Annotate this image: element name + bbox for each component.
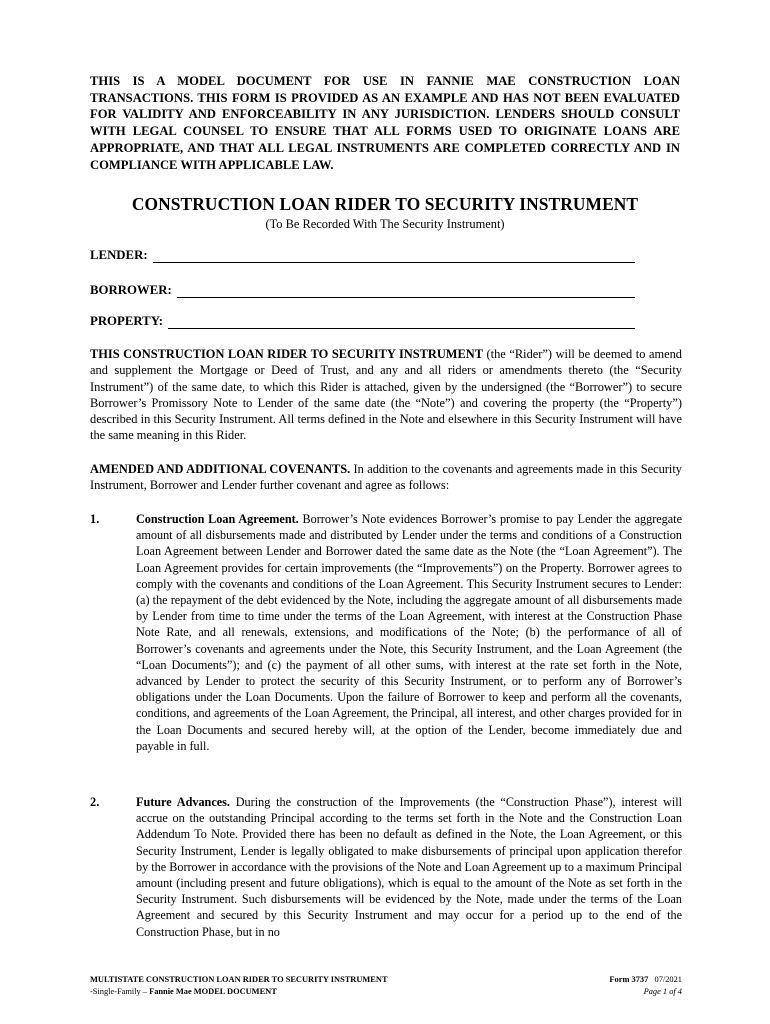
lender-input-line[interactable]: [153, 248, 635, 263]
borrower-label: BORROWER:: [90, 283, 172, 297]
lender-label: LENDER:: [90, 248, 148, 262]
property-field[interactable]: [90, 314, 635, 329]
footer-page-line: [560, 986, 682, 998]
footer-form-line: [560, 974, 682, 986]
section-2: [90, 794, 682, 940]
footer-right: [560, 974, 682, 998]
footer-subtitle: [90, 986, 388, 998]
intro-text: (the “Rider”) will be deemed to amend and supplement the Mortgage or Deed of Trust, and any and all riders or amendments thereto (the “Security Instrument”) of the same date, to which this Rider is attached, given by the undersigned (the “Borrower”) to secure Borrower’s Promissory Note to Lender of the same date (the “Note”) and covering the property (the “Property”) described in this Security Instrument. All terms defined in the Note and elsewhere in this Security Instrument will have the same meaning in this Rider.: [90, 347, 682, 443]
section-text: Borrower’s Note evidences Borrower’s promise to pay Lender the aggregate amount of all disbursements made and distributed by Lender under the terms and conditions of a Construction Loan Agreement between Lender and Borrower dated the same date as the Note (the “Loan Agreement”). The Loan Agreement provides for certain improvements (the “Improvements”) on the Property. Borrower agrees to comply with the covenants and conditions of the Loan Agreement. This Security Instrument secures to Lender: (a) the repayment of the debt evidenced by the Note, including the aggregate amount of all disbursements made by Lender from time to time under the terms of the Loan Agreement, with interest at the Construction Phase Note Rate, and all renewals, extensions, and modifications of the Note; (b) the performance of all of Borrower’s covenants and agreements under the Note, this Security Instrument, and the Loan Agreement (the “Loan Documents”); and (c) the payment of all other sums, with interest at the rate set forth in the Note, advanced by Lender to protect the security of this Security Instrument, or to perform any of Borrower’s obligations under the Loan Documents. Upon the failure of Borrower to keep and perform all the covenants, conditions, and agreements of the Loan Agreement, the Principal, all interest, and other charges provided for in the Loan Documents and secured hereby will, at the option of the Lender, become immediately due and payable in full.: [136, 512, 682, 753]
page-number: Page 1 of 4: [643, 987, 682, 996]
section-1: [90, 511, 682, 754]
document-title: CONSTRUCTION LOAN RIDER TO SECURITY INSTRUMENT: [131, 194, 639, 214]
section-body: [136, 511, 682, 754]
form-date: 07/2021: [654, 975, 682, 984]
section-text: During the construction of the Improvements (the “Construction Phase”), interest will accrue on the outstanding Principal according to the terms set forth in the Note and the Construction Loan Addendum To Note. Provided there has been no default as defined in the Note, the Loan Agreement, or this Security Instrument, Lender is legally obligated to make disbursements of principal upon application therefor by the Borrower in accordance with the provisions of the Note and Loan Agreement up to a maximum Principal amount (including present and future obligations), which is equal to the amount of the Note as set forth in the Security Instrument. Such disbursements will be evidenced by the Note, made under the terms of the Loan Agreement and secured by this Security Instrument and may occur for a period up to the end of the Construction Phase, but in no: [136, 795, 682, 939]
section-heading: Future Advances.: [136, 795, 230, 809]
section-body: [136, 794, 682, 940]
intro-paragraph: [90, 346, 682, 444]
property-input-line[interactable]: [168, 314, 635, 329]
footer-left: [90, 974, 388, 998]
property-label: PROPERTY:: [90, 314, 164, 328]
form-number: Form 3737: [609, 975, 649, 984]
borrower-field[interactable]: [90, 283, 635, 298]
section-number: 2.: [90, 795, 100, 809]
amended-lead: AMENDED AND ADDITIONAL COVENANTS.: [90, 462, 351, 476]
intro-lead: THIS CONSTRUCTION LOAN RIDER TO SECURITY INSTRUMENT: [90, 347, 483, 361]
amended-text: In addition to the covenants and agreements made in this Security Instrument, Borrower and Lender further covenant and agree as follows:: [90, 462, 682, 493]
section-heading: Construction Loan Agreement.: [136, 512, 299, 526]
footer-subtitle-bold: Fannie Mae MODEL DOCUMENT: [149, 987, 277, 996]
disclaimer-text: THIS IS A MODEL DOCUMENT FOR USE IN FANNIE MAE CONSTRUCTION LOAN TRANSACTIONS. THIS FORM IS PROVIDED AS AN EXAMPLE AND HAS NOT BEEN EVALUATED FOR VALIDITY AND ENFORCEABILITY IN ANY JURISDICTION. LENDERS SHOULD CONSULT WITH LEGAL COUNSEL TO ENSURE THAT ALL FORMS USED TO ORIGINATE LOANS ARE APPROPRIATE, AND THAT ALL LEGAL INSTRUMENTS ARE COMPLETED CORRECTLY AND IN COMPLIANCE WITH APPLICABLE LAW.: [90, 74, 680, 172]
footer-title: MULTISTATE CONSTRUCTION LOAN RIDER TO SECURITY INSTRUMENT: [90, 975, 388, 984]
section-number: 1.: [90, 512, 100, 526]
borrower-input-line[interactable]: [177, 283, 635, 298]
document-subtitle: (To Be Recorded With The Security Instrument): [265, 217, 505, 231]
footer-subtitle-prefix: -Single-Family –: [90, 987, 150, 996]
amended-covenants-paragraph: [90, 461, 682, 494]
lender-field[interactable]: [90, 248, 635, 263]
